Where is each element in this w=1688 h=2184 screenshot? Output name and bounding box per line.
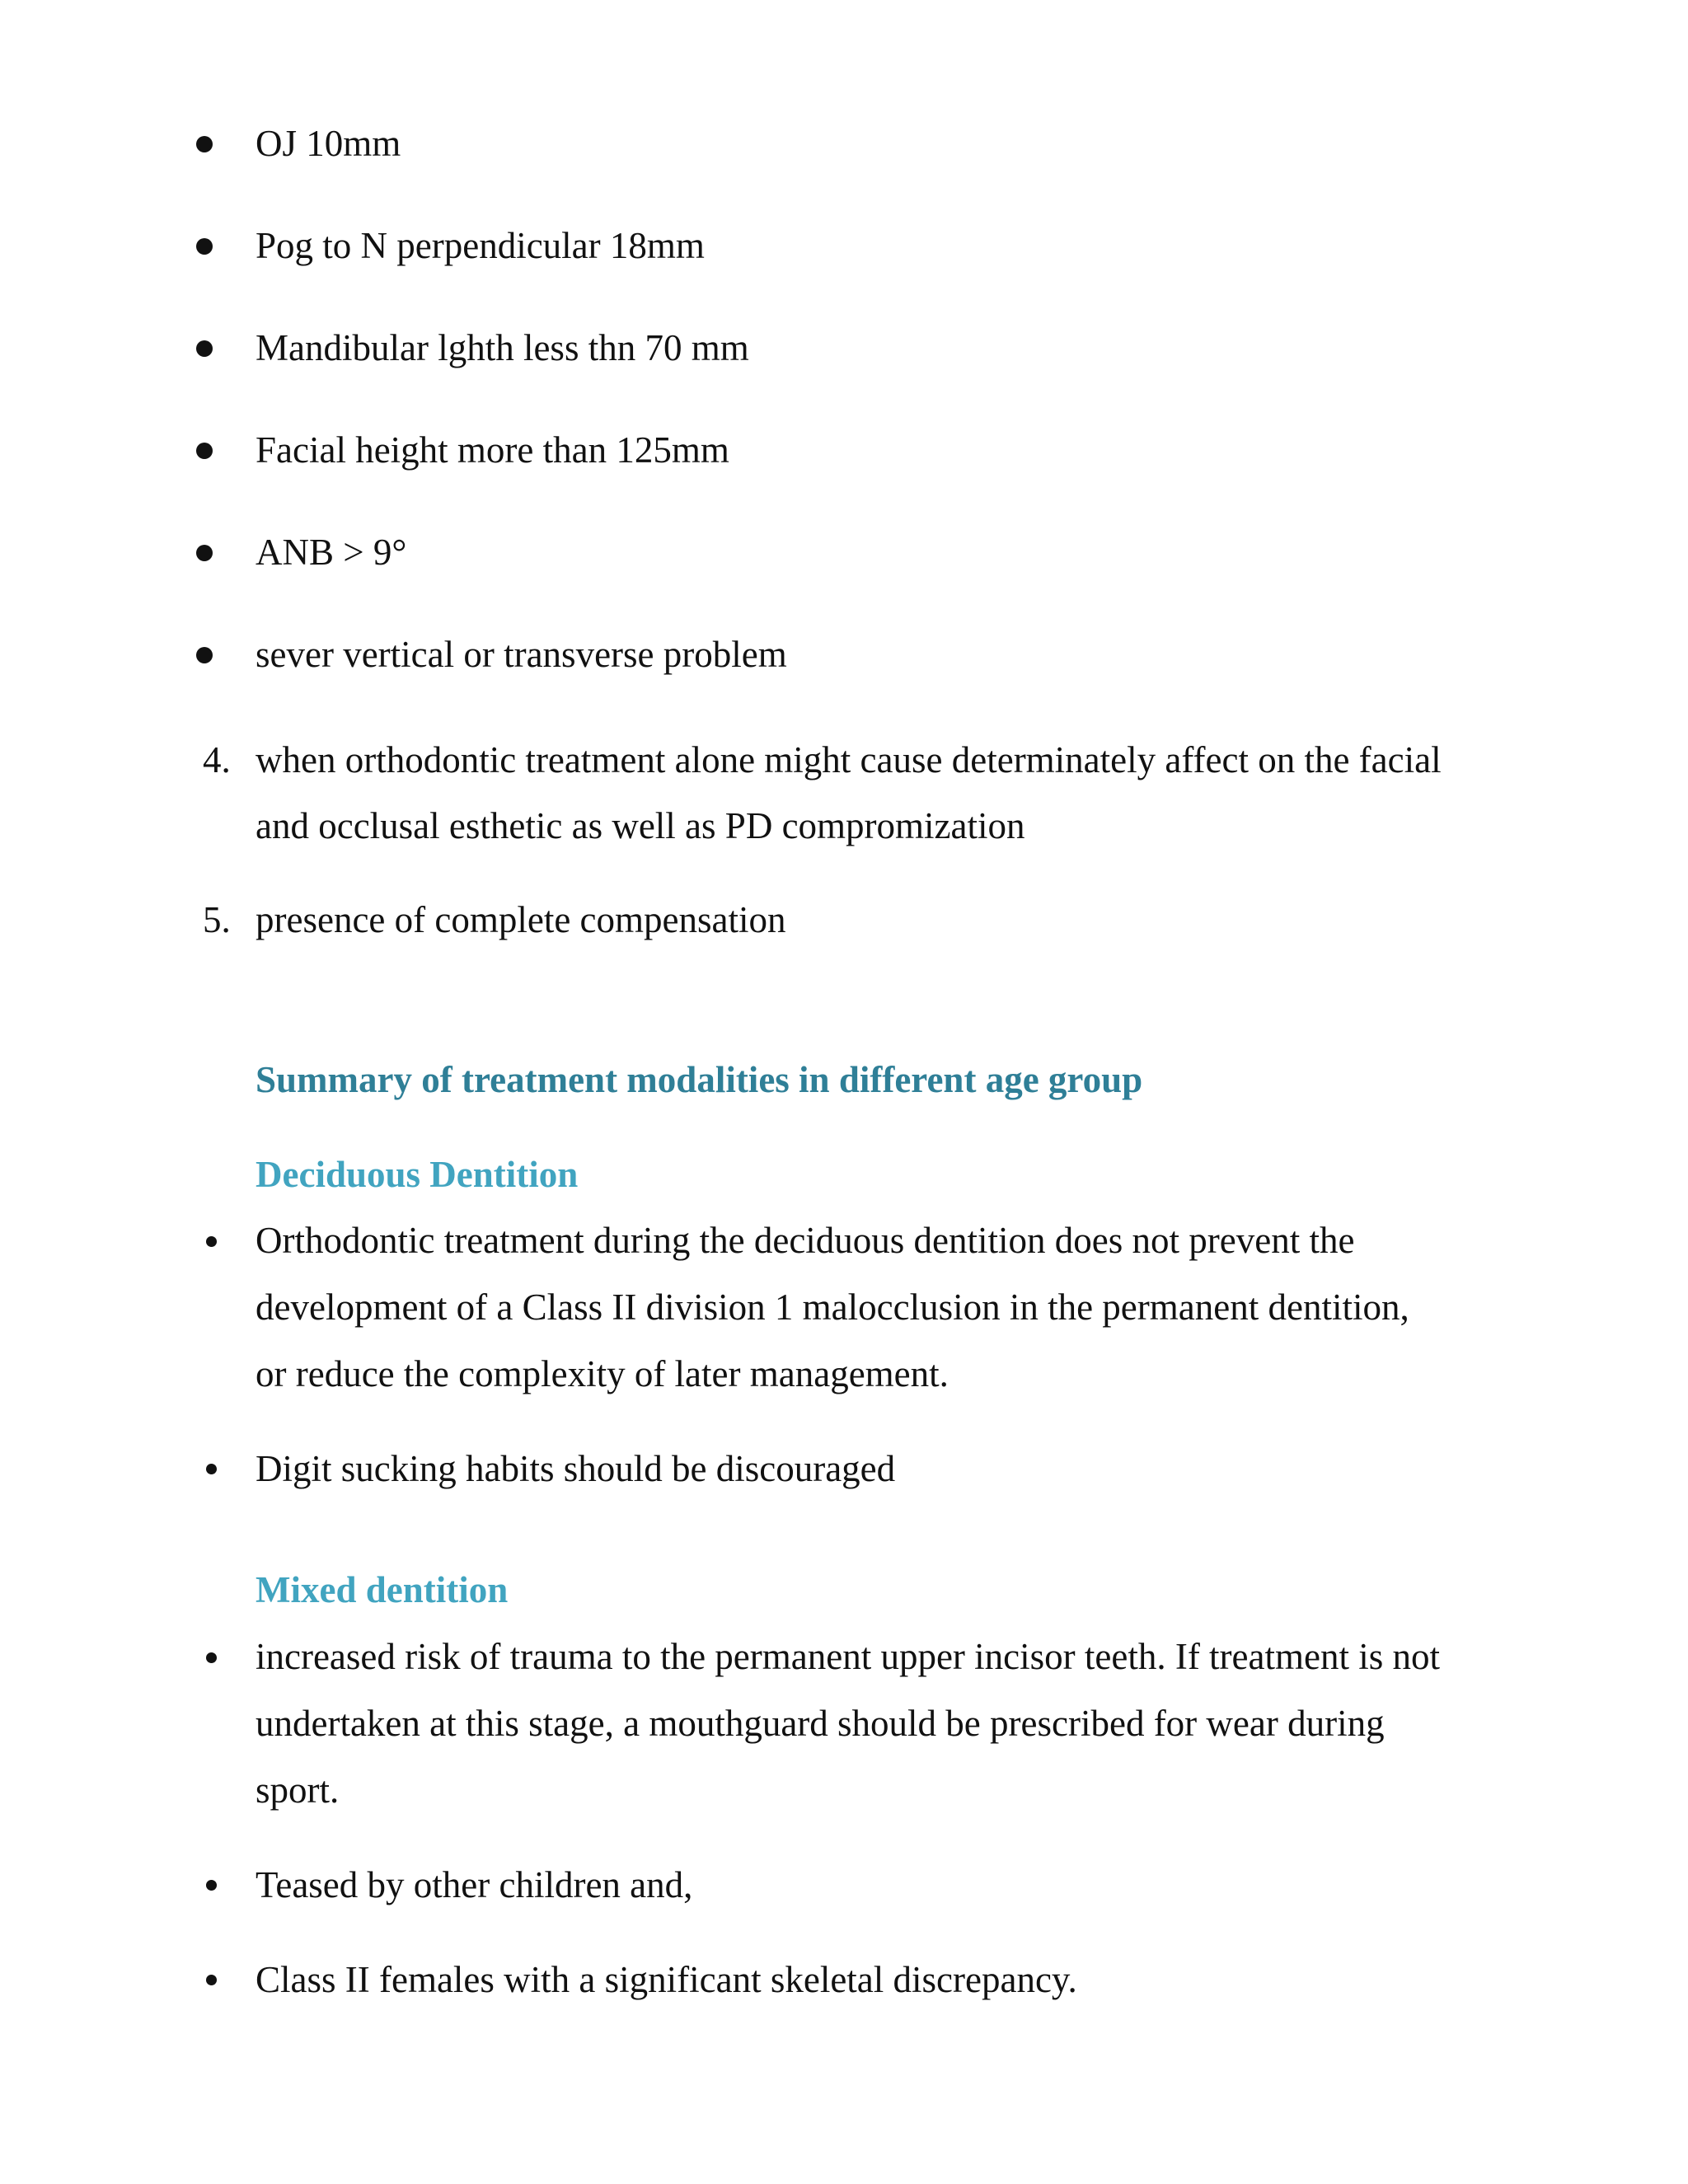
list-item-line: and occlusal esthetic as well as PD compromization bbox=[256, 805, 1025, 846]
list-item-line: or reduce the complexity of later management. bbox=[256, 1353, 949, 1394]
subsection-heading: Mixed dentition bbox=[256, 1569, 509, 1610]
list-item: ANB > 9° bbox=[256, 532, 407, 573]
list-bullet bbox=[196, 340, 213, 357]
list-item: OJ 10mm bbox=[256, 123, 401, 164]
list-item-line: Orthodontic treatment during the deciduous dentition does not prevent the bbox=[256, 1220, 1355, 1261]
list-number: 5. bbox=[203, 899, 231, 940]
section-heading: Summary of treatment modalities in different age group bbox=[256, 1059, 1143, 1100]
list-bullet bbox=[206, 1975, 217, 1985]
list-item-line: Class II females with a significant skeletal discrepancy. bbox=[256, 1959, 1077, 2000]
list-item-line: Teased by other children and, bbox=[256, 1864, 693, 1905]
list-item-line: sport. bbox=[256, 1769, 340, 1811]
list-number: 4. bbox=[203, 739, 231, 780]
list-item-line: increased risk of trauma to the permanent upper incisor teeth. If treatment is not bbox=[256, 1636, 1440, 1677]
list-item-line: undertaken at this stage, a mouthguard should be prescribed for wear during bbox=[256, 1703, 1385, 1744]
list-bullet bbox=[206, 1652, 217, 1663]
list-bullet bbox=[196, 136, 213, 152]
list-bullet bbox=[206, 1464, 217, 1474]
list-item: sever vertical or transverse problem bbox=[256, 634, 787, 675]
list-item-line: development of a Class II division 1 malocclusion in the permanent dentition, bbox=[256, 1286, 1409, 1328]
list-bullet bbox=[196, 647, 213, 663]
list-bullet bbox=[206, 1880, 217, 1891]
list-item: Facial height more than 125mm bbox=[256, 429, 729, 471]
list-item-line: when orthodontic treatment alone might cause determinately affect on the facial bbox=[256, 739, 1442, 780]
list-item-line: presence of complete compensation bbox=[256, 899, 786, 940]
subsection-heading: Deciduous Dentition bbox=[256, 1154, 579, 1195]
list-bullet bbox=[206, 1236, 217, 1247]
list-item: Mandibular lghth less thn 70 mm bbox=[256, 327, 749, 368]
list-item-line: Digit sucking habits should be discouraged bbox=[256, 1448, 896, 1489]
list-item: Pog to N perpendicular 18mm bbox=[256, 225, 705, 266]
list-bullet bbox=[196, 443, 213, 459]
list-bullet bbox=[196, 238, 213, 255]
list-bullet bbox=[196, 545, 213, 561]
